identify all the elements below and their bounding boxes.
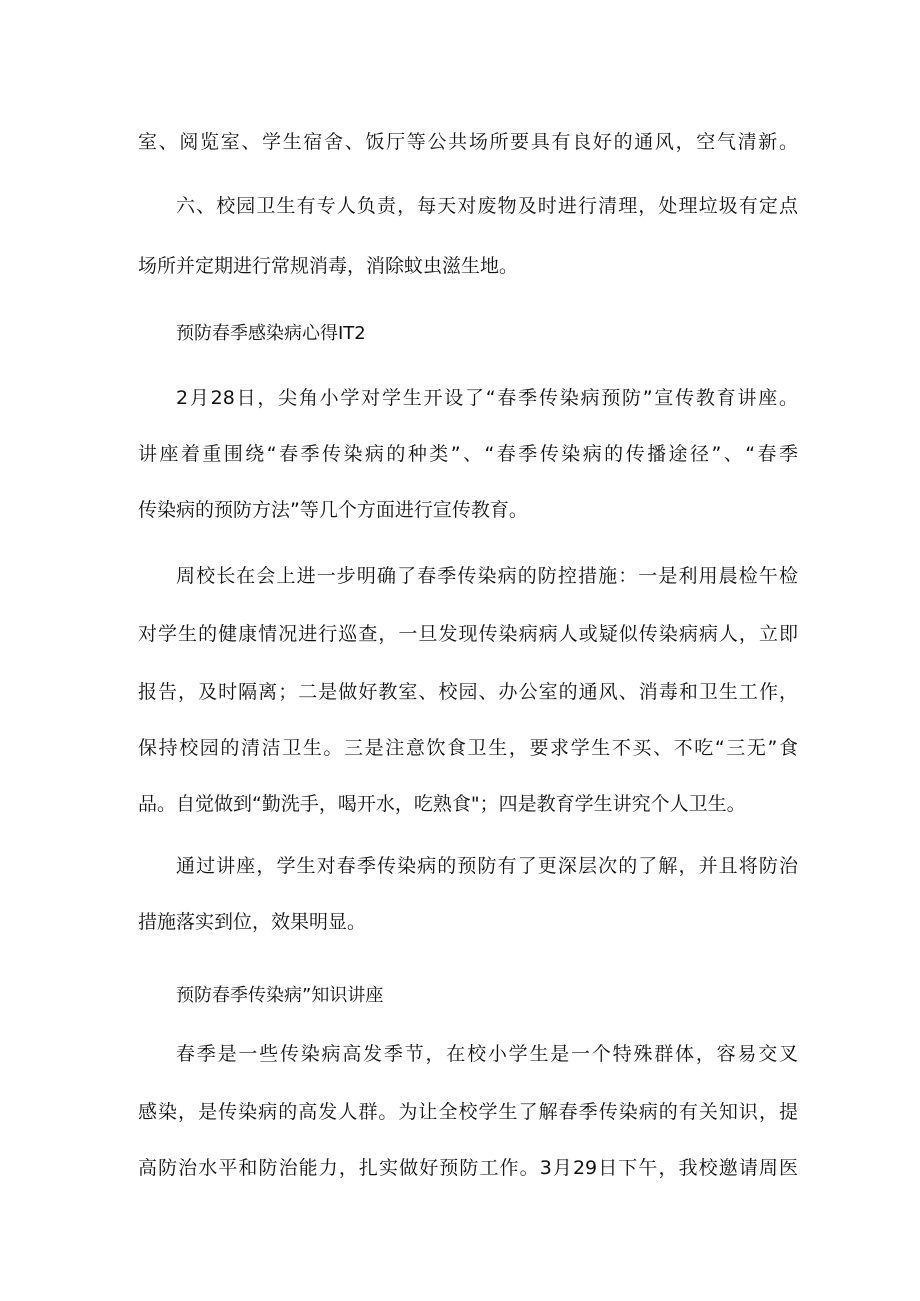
text-line: 对学生的健康情况进行巡查，一旦发现传染病病人或疑似传染病病人，立即 [138,623,798,645]
section-heading: 预防春季传染病”知识讲座 [176,985,384,1006]
text-line: 六、校园卫生有专人负责，每天对废物及时进行清理，处理垃圾有定点 [176,195,798,217]
text-line: 感染，是传染病的高发人群。为让全校学生了解春季传染病的有关知识，提 [138,1101,798,1123]
text-line: 室、阅览室、学生宿舍、饭厅等公共场所要具有良好的通风，空气清新。 [138,131,798,153]
text-line: 讲座着重围绕“春季传染病的种类”、“春季传染病的传播途径”、“春季 [138,443,798,465]
text-line: 2月28日，尖角小学对学生开设了“春季传染病预防”宣传教育讲座。 [176,387,798,409]
text-line: 高防治水平和防治能力，扎实做好预防工作。3月29日下午，我校邀请周医 [138,1157,798,1179]
text-line: 周校长在会上进一步明确了春季传染病的防控措施：一是利用晨检午检 [176,565,798,587]
text-line: 措施落实到位，效果明显。 [138,911,367,933]
section-heading: 预防春季感染病心得IT2 [176,323,366,344]
text-line: 保持校园的清洁卫生。三是注意饮食卫生，要求学生不买、不吃“三无”食 [138,737,798,759]
text-line: 报告，及时隔离；二是做好教室、校园、办公室的通风、消毒和卫生工作， [138,681,798,703]
text-line: 春季是一些传染病高发季节，在校小学生是一个特殊群体，容易交叉 [176,1043,798,1065]
text-line: 场所并定期进行常规消毒，消除蚊虫滋生地。 [138,255,519,277]
text-line: 通过讲座，学生对春季传染病的预防有了更深层次的了解，并且将防治 [176,855,798,877]
text-line: 品。自觉做到“勤洗手，喝开水，吃熟食"；四是教育学生讲究个人卫生。 [138,793,746,815]
text-line: 传染病的预防方法”等几个方面进行宣传教育。 [138,499,528,521]
